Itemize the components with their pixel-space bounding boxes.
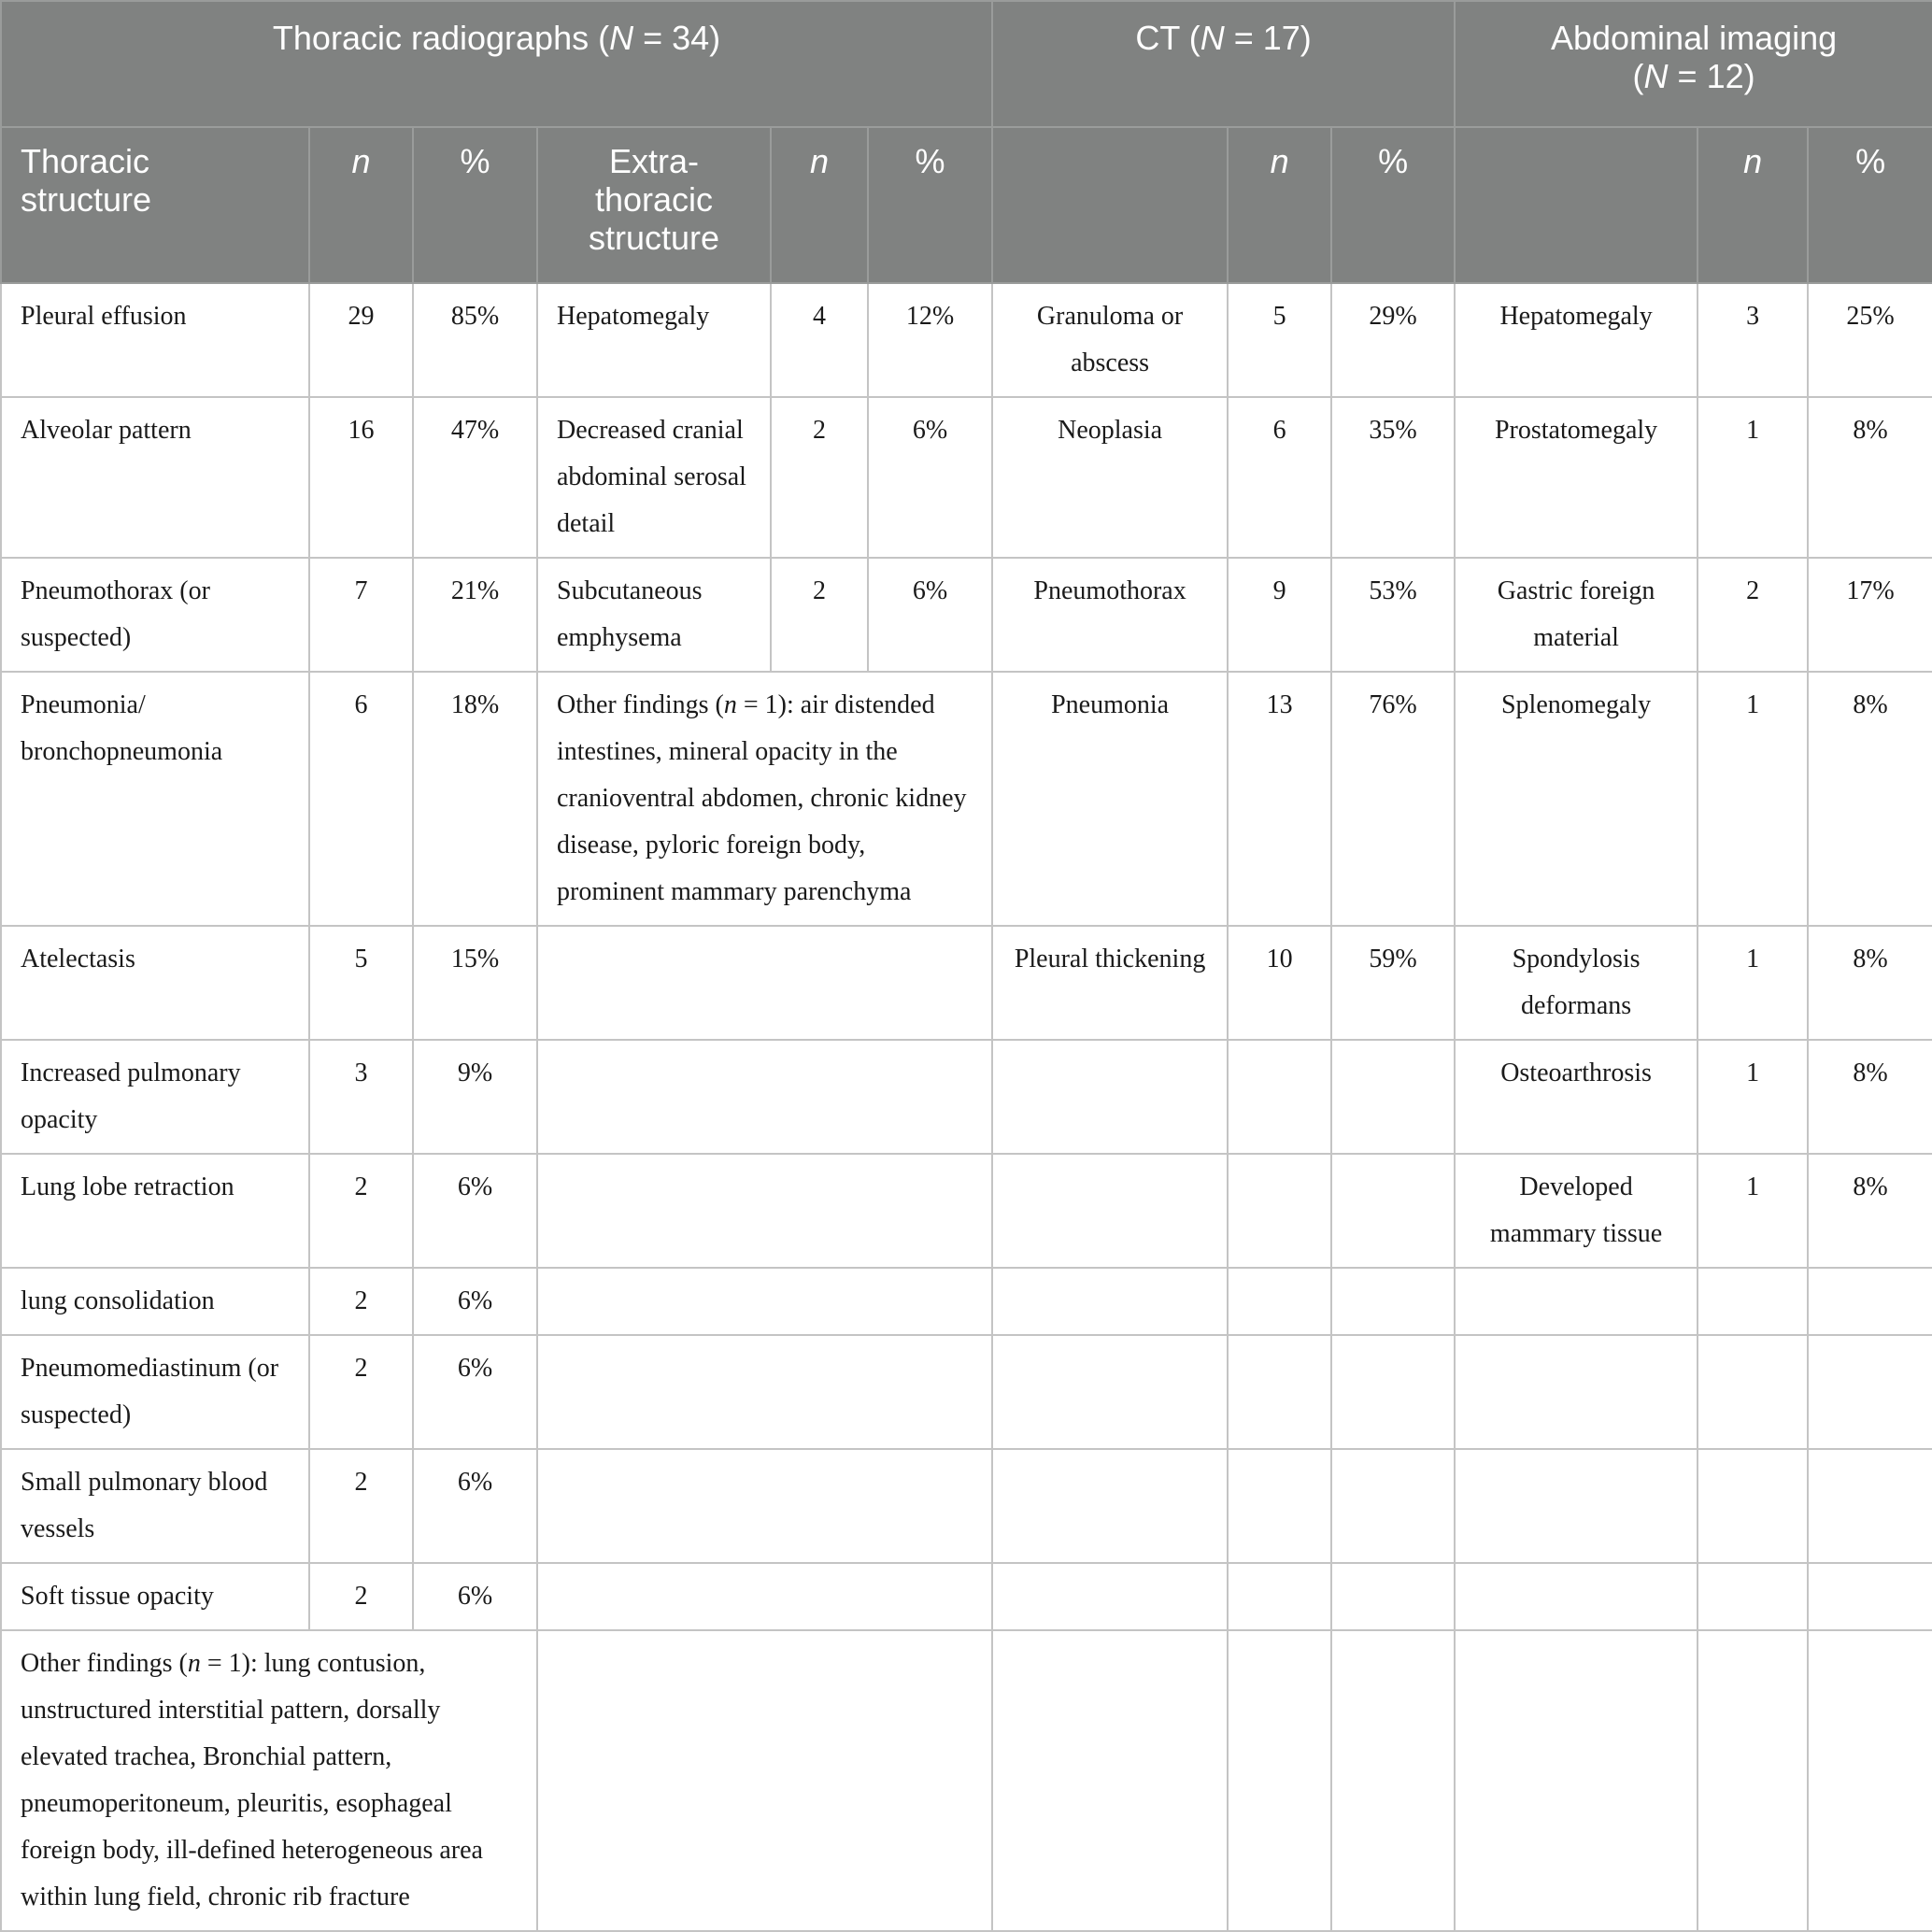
empty-cell: [1808, 1630, 1932, 1931]
abdominal-n: 2: [1698, 558, 1808, 672]
table-row: [1, 558, 1932, 672]
abdominal-n: [1698, 1335, 1808, 1449]
abdominal-finding: Prostatomegaly: [1455, 397, 1698, 558]
table-row: [1, 1268, 1932, 1335]
column-header-row: [1, 127, 1932, 283]
abdominal-finding: Gastric foreign material: [1455, 558, 1698, 672]
abdominal-pct: 17%: [1808, 558, 1932, 672]
table-row: [1, 672, 1932, 926]
thoracic-other-findings: Other findings (n = 1): lung contusion, unstructured interstitial pattern, dorsally elevated trachea, Bronchial pattern, pneumoperitoneum, pleuritis, esophageal foreign body, ill-defined heterogeneous area within lung field, chronic rib fracture: [1, 1630, 537, 1931]
thoracic-n: 2: [309, 1563, 413, 1630]
table-row: [1, 1630, 1932, 1931]
col-n: n: [771, 127, 868, 283]
ct-finding: Granuloma or abscess: [992, 283, 1228, 397]
empty-cell: [537, 1040, 992, 1154]
abdominal-pct: 8%: [1808, 397, 1932, 558]
thoracic-finding: Pneumonia/ bronchopneumonia: [1, 672, 309, 926]
abdominal-pct: 25%: [1808, 283, 1932, 397]
abdominal-finding: Hepatomegaly: [1455, 283, 1698, 397]
empty-cell: [1331, 1630, 1455, 1931]
col-n: n: [1228, 127, 1331, 283]
abdominal-n: [1698, 1563, 1808, 1630]
ct-finding: [992, 1040, 1228, 1154]
col-abdominal-finding: [1455, 127, 1698, 283]
abdominal-finding: [1455, 1335, 1698, 1449]
thoracic-pct: 9%: [413, 1040, 537, 1154]
table-row: [1, 1040, 1932, 1154]
ct-pct: [1331, 1563, 1455, 1630]
abdominal-n: [1698, 1449, 1808, 1563]
thoracic-n: 29: [309, 283, 413, 397]
col-pct: %: [868, 127, 992, 283]
abdominal-pct: [1808, 1563, 1932, 1630]
thoracic-n: 5: [309, 926, 413, 1040]
empty-cell: [992, 1630, 1228, 1931]
empty-cell: [537, 1563, 992, 1630]
empty-cell: [537, 1630, 992, 1931]
thoracic-n: 2: [309, 1268, 413, 1335]
thoracic-n: 16: [309, 397, 413, 558]
thoracic-pct: 6%: [413, 1335, 537, 1449]
thoracic-finding: Pneumomediastinum (or suspected): [1, 1335, 309, 1449]
thoracic-pct: 85%: [413, 283, 537, 397]
ct-pct: 76%: [1331, 672, 1455, 926]
ct-pct: [1331, 1040, 1455, 1154]
thoracic-n: 3: [309, 1040, 413, 1154]
abdominal-n: 1: [1698, 397, 1808, 558]
abdominal-n: 1: [1698, 926, 1808, 1040]
ct-n: [1228, 1154, 1331, 1268]
ct-finding: Neoplasia: [992, 397, 1228, 558]
thoracic-finding: Soft tissue opacity: [1, 1563, 309, 1630]
extra-thoracic-finding: Decreased cranial abdominal serosal detail: [537, 397, 771, 558]
thoracic-radiographs-header: Thoracic radiographs (N = 34): [1, 1, 992, 127]
thoracic-pct: 6%: [413, 1449, 537, 1563]
empty-cell: [537, 1268, 992, 1335]
table-row: [1, 397, 1932, 558]
thoracic-finding: Pneumothorax (or suspected): [1, 558, 309, 672]
thoracic-finding: Small pulmonary blood vessels: [1, 1449, 309, 1563]
table-row: [1, 1449, 1932, 1563]
abdominal-pct: [1808, 1335, 1932, 1449]
abdominal-n: 1: [1698, 1154, 1808, 1268]
thoracic-n: 6: [309, 672, 413, 926]
ct-n: 6: [1228, 397, 1331, 558]
extra-thoracic-other-findings: Other findings (n = 1): air distended intestines, mineral opacity in the cranioventral abdomen, chronic kidney disease, pyloric foreign body, prominent mammary parenchyma: [537, 672, 992, 926]
ct-n: 5: [1228, 283, 1331, 397]
ct-pct: 29%: [1331, 283, 1455, 397]
thoracic-finding: lung consolidation: [1, 1268, 309, 1335]
table-row: [1, 283, 1932, 397]
thoracic-pct: 6%: [413, 1268, 537, 1335]
ct-n: [1228, 1563, 1331, 1630]
abdominal-pct: 8%: [1808, 672, 1932, 926]
extra-thoracic-pct: 6%: [868, 558, 992, 672]
ct-pct: 59%: [1331, 926, 1455, 1040]
empty-cell: [537, 1154, 992, 1268]
abdominal-finding: [1455, 1449, 1698, 1563]
abdominal-finding: Developed mammary tissue: [1455, 1154, 1698, 1268]
group-header-row: [1, 1, 1932, 127]
thoracic-finding: Alveolar pattern: [1, 397, 309, 558]
abdominal-n: 1: [1698, 672, 1808, 926]
ct-header: CT (N = 17): [992, 1, 1455, 127]
ct-pct: [1331, 1335, 1455, 1449]
table-row: [1, 1154, 1932, 1268]
thoracic-pct: 21%: [413, 558, 537, 672]
ct-finding: [992, 1335, 1228, 1449]
thoracic-finding: Lung lobe retraction: [1, 1154, 309, 1268]
table-row: [1, 926, 1932, 1040]
abdominal-finding: [1455, 1563, 1698, 1630]
abdominal-finding: Osteoarthrosis: [1455, 1040, 1698, 1154]
col-pct: %: [1808, 127, 1932, 283]
col-thoracic-structure: Thoracic structure: [1, 127, 309, 283]
empty-cell: [537, 926, 992, 1040]
thoracic-pct: 6%: [413, 1154, 537, 1268]
ct-finding: Pneumonia: [992, 672, 1228, 926]
abdominal-n: [1698, 1268, 1808, 1335]
thoracic-finding: Atelectasis: [1, 926, 309, 1040]
col-pct: %: [1331, 127, 1455, 283]
thoracic-n: 2: [309, 1449, 413, 1563]
thoracic-pct: 15%: [413, 926, 537, 1040]
thoracic-n: 2: [309, 1335, 413, 1449]
extra-thoracic-n: 2: [771, 558, 868, 672]
empty-cell: [1455, 1630, 1698, 1931]
ct-n: [1228, 1449, 1331, 1563]
ct-pct: [1331, 1154, 1455, 1268]
ct-finding: [992, 1563, 1228, 1630]
empty-cell: [1228, 1630, 1331, 1931]
thoracic-finding: Pleural effusion: [1, 283, 309, 397]
col-n: n: [1698, 127, 1808, 283]
abdominal-finding: Splenomegaly: [1455, 672, 1698, 926]
extra-thoracic-n: 4: [771, 283, 868, 397]
ct-n: 9: [1228, 558, 1331, 672]
thoracic-pct: 18%: [413, 672, 537, 926]
col-n: n: [309, 127, 413, 283]
thoracic-pct: 6%: [413, 1563, 537, 1630]
col-ct-finding: [992, 127, 1228, 283]
extra-thoracic-n: 2: [771, 397, 868, 558]
table-row: [1, 1335, 1932, 1449]
table-body: [1, 283, 1932, 1931]
ct-n: [1228, 1335, 1331, 1449]
table-row: [1, 1563, 1932, 1630]
thoracic-n: 2: [309, 1154, 413, 1268]
abdominal-n: 3: [1698, 283, 1808, 397]
abdominal-imaging-header: Abdominal imaging (N = 12): [1455, 1, 1932, 127]
extra-thoracic-finding: Subcutaneous emphysema: [537, 558, 771, 672]
ct-pct: [1331, 1449, 1455, 1563]
thoracic-pct: 47%: [413, 397, 537, 558]
abdominal-pct: 8%: [1808, 1154, 1932, 1268]
abdominal-finding: [1455, 1268, 1698, 1335]
empty-cell: [1698, 1630, 1808, 1931]
ct-finding: Pneumothorax: [992, 558, 1228, 672]
ct-pct: [1331, 1268, 1455, 1335]
thoracic-n: 7: [309, 558, 413, 672]
col-pct: %: [413, 127, 537, 283]
ct-finding: Pleural thickening: [992, 926, 1228, 1040]
ct-n: 10: [1228, 926, 1331, 1040]
ct-finding: [992, 1449, 1228, 1563]
ct-finding: [992, 1268, 1228, 1335]
thoracic-finding: Increased pulmonary opacity: [1, 1040, 309, 1154]
abdominal-pct: 8%: [1808, 1040, 1932, 1154]
extra-thoracic-finding: Hepatomegaly: [537, 283, 771, 397]
ct-finding: [992, 1154, 1228, 1268]
ct-n: [1228, 1268, 1331, 1335]
col-extra-thoracic-structure: Extra-thoracic structure: [537, 127, 771, 283]
abdominal-pct: [1808, 1268, 1932, 1335]
ct-pct: 35%: [1331, 397, 1455, 558]
abdominal-pct: [1808, 1449, 1932, 1563]
ct-n: [1228, 1040, 1331, 1154]
extra-thoracic-pct: 6%: [868, 397, 992, 558]
extra-thoracic-pct: 12%: [868, 283, 992, 397]
abdominal-n: 1: [1698, 1040, 1808, 1154]
ct-pct: 53%: [1331, 558, 1455, 672]
empty-cell: [537, 1449, 992, 1563]
abdominal-finding: Spondylosis deformans: [1455, 926, 1698, 1040]
empty-cell: [537, 1335, 992, 1449]
abdominal-pct: 8%: [1808, 926, 1932, 1040]
ct-n: 13: [1228, 672, 1331, 926]
